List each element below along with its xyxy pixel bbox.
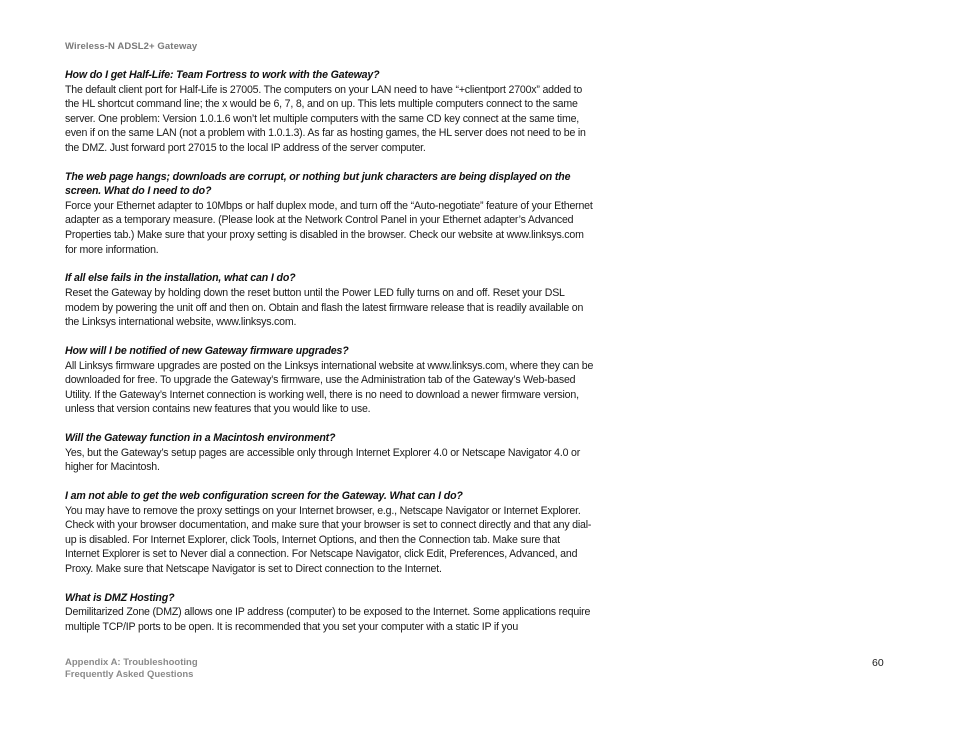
faq-content — [65, 68, 595, 649]
faq-item-dmz-hosting — [65, 591, 595, 635]
faq-answer: Force your Ethernet adapter to 10Mbps or half duplex mode, and turn off the “Auto-negotiate” feature of your Ethernet adapter as a temporary measure. (Please look at the Network Control Panel in your Ethernet adapter’s Advanced Properties tab.) Make sure that your proxy setting is disabled in the browser. Check our website at www.linksys.com for more information. — [65, 199, 593, 256]
footer-subsection-title: Frequently Asked Questions — [65, 669, 194, 680]
faq-answer: Yes, but the Gateway’s setup pages are accessible only through Internet Explorer 4.0 or Netscape Navigator 4.0 or higher for Macintosh. — [65, 446, 581, 474]
faq-item-half-life — [65, 68, 595, 155]
faq-answer: The default client port for Half-Life is 27005. The computers on your LAN need to have “+clientport 2700x” added to the HL shortcut command line; the x would be 6, 7, 8, and on up. This lets multiple computers connect to the same server. One problem: Version 1.0.1.6 won’t let multiple computers with the same CD key connect at the same time, even if on the same LAN (not a problem with 1.0.1.3). As far as hosting games, the HL server does not need to be in the DMZ. Just forward port 27015 to the local IP address of the server computer. — [65, 83, 586, 154]
faq-item-web-configuration — [65, 489, 595, 576]
faq-item-macintosh — [65, 431, 595, 475]
faq-item-all-else-fails — [65, 271, 595, 329]
faq-question: The web page hangs; downloads are corrupt, or nothing but junk characters are being displayed on the screen. What do I need to do? — [65, 170, 571, 198]
page-number: 60 — [872, 657, 884, 669]
faq-item-web-page-hangs — [65, 170, 595, 257]
faq-question: Will the Gateway function in a Macintosh environment? — [65, 432, 336, 445]
faq-answer: You may have to remove the proxy settings on your Internet browser, e.g., Netscape Navigator or Internet Explorer. Check with your browser documentation, and make sure that your browser is set to connect directly and that any dial-up is disabled. For Internet Explorer, click Tools, Internet Options, and then the Connection tab. Make sure that Internet Explorer is set to Never dial a connection. For Netscape Navigator, click Edit, Preferences, Advanced, and Proxy. Make sure that Netscape Navigator is set to Direct connection to the Internet. — [65, 504, 592, 576]
running-header: Wireless-N ADSL2+ Gateway — [65, 41, 198, 52]
faq-answer: Reset the Gateway by holding down the reset button until the Power LED fully turns on and off. Reset your DSL modem by powering the unit off and then on. Obtain and flash the latest firmware release that is readily available on the Linksys international website, www.linksys.com. — [65, 286, 584, 329]
faq-answer: Demilitarized Zone (DMZ) allows one IP address (computer) to be exposed to the Internet. Some applications require multiple TCP/IP ports to be open. It is recommended that you set your computer with a static IP if you — [65, 606, 591, 634]
faq-answer: All Linksys firmware upgrades are posted on the Linksys international website at www.linksys.com, where they can be downloaded for free. To upgrade the Gateway’s firmware, use the Administration tab of the Gateway’s Web-based Utility. If the Gateway’s Internet connection is working well, there is no need to download a newer firmware version, unless that version contains new features that you would like to use. — [65, 359, 594, 416]
faq-question: How do I get Half-Life: Team Fortress to work with the Gateway? — [65, 69, 380, 81]
faq-question: What is DMZ Hosting? — [65, 591, 175, 604]
faq-item-firmware-upgrades — [65, 344, 595, 417]
faq-question: How will I be notified of new Gateway firmware upgrades? — [65, 345, 349, 358]
faq-question: If all else fails in the installation, what can I do? — [65, 272, 296, 285]
faq-question: I am not able to get the web configuration screen for the Gateway. What can I do? — [65, 490, 463, 503]
footer-section — [65, 657, 198, 681]
footer-appendix-title: Appendix A: Troubleshooting — [65, 657, 198, 668]
